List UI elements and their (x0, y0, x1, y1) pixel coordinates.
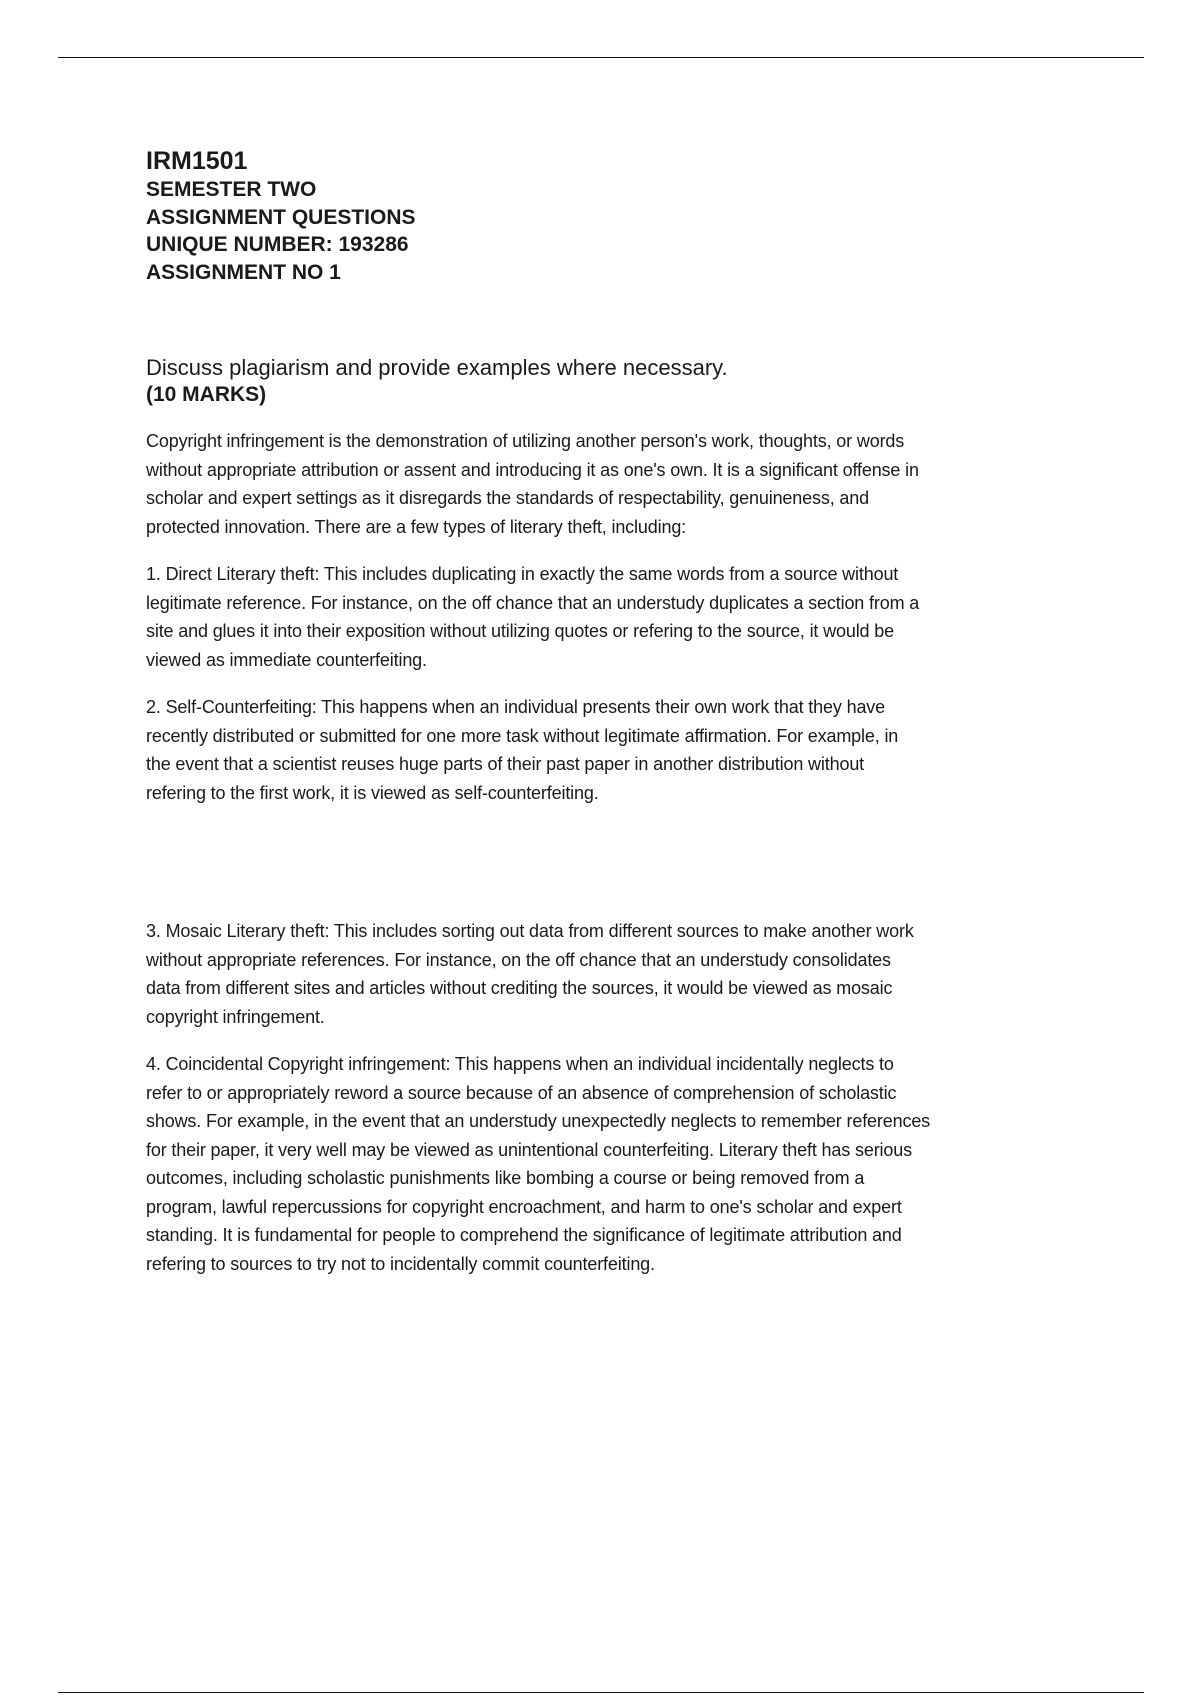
paragraph-line: recently distributed or submitted for one more task without legitimate affirmation. For example, in (146, 725, 899, 746)
paragraph-line: standing. It is fundamental for people to comprehend the significance of legitimate attribution and (146, 1225, 902, 1245)
paragraph-line: without appropriate references. For instance, on the off chance that an understudy consolidates (146, 949, 891, 970)
document-type-label: ASSIGNMENT QUESTIONS (146, 205, 416, 229)
document-header (146, 146, 416, 286)
paragraph-line: viewed as immediate counterfeiting. (146, 649, 427, 670)
top-rule (58, 57, 1144, 58)
question-text: Discuss plagiarism and provide examples where necessary. (146, 355, 728, 380)
paragraph-line: 4. Coincidental Copyright infringement: This happens when an individual incidentally neglects to (146, 1054, 894, 1074)
question-block (146, 354, 728, 408)
paragraph-line: outcomes, including scholastic punishments like bombing a course or being removed from a (146, 1168, 865, 1188)
paragraph-self-counterfeiting (146, 693, 1066, 807)
assignment-number-label: ASSIGNMENT NO 1 (146, 260, 341, 284)
paragraph-line: Copyright infringement is the demonstration of utilizing another person's work, thoughts, or words (146, 431, 905, 451)
paragraph-coincidental-infringement (146, 1050, 1066, 1278)
paragraph-line: copyright infringement. (146, 1006, 325, 1027)
paragraph-line: without appropriate attribution or assent and introducing it as one's own. It is a significant offense in (146, 459, 919, 480)
course-code: IRM1501 (146, 147, 248, 175)
paragraph-line: site and glues it into their exposition without utilizing quotes or refering to the source, it would be (146, 621, 894, 641)
paragraph-line: refer to or appropriately reword a source because of an absence of comprehension of scholastic (146, 1082, 897, 1103)
paragraph-line: refering to the first work, it is viewed as self-counterfeiting. (146, 782, 599, 803)
unique-number-label: UNIQUE NUMBER: 193286 (146, 233, 409, 256)
semester-label: SEMESTER TWO (146, 178, 317, 201)
paragraph-direct-literary-theft (146, 560, 1066, 674)
bottom-rule (58, 1692, 1144, 1693)
paragraph-mosaic-literary-theft (146, 917, 1066, 1031)
paragraph-line: legitimate reference. For instance, on the off chance that an understudy duplicates a section from a (146, 592, 920, 613)
paragraph-line: protected innovation. There are a few types of literary theft, including: (146, 516, 687, 537)
paragraph-line: shows. For example, in the event that an understudy unexpectedly neglects to remember references (146, 1111, 931, 1131)
paragraph-line: the event that a scientist reuses huge parts of their past paper in another distribution without (146, 754, 865, 774)
paragraph-intro (146, 427, 1066, 541)
paragraph-line: for their paper, it very well may be viewed as unintentional counterfeiting. Literary theft has serious (146, 1139, 912, 1160)
paragraph-line: data from different sites and articles without crediting the sources, it would be viewed as mosaic (146, 978, 893, 998)
paragraph-line: program, lawful repercussions for copyright encroachment, and harm to one's scholar and expert (146, 1196, 902, 1217)
paragraph-line: 2. Self-Counterfeiting: This happens when an individual presents their own work that they have (146, 697, 886, 717)
paragraph-line: 3. Mosaic Literary theft: This includes sorting out data from different sources to make another work (146, 921, 914, 941)
paragraph-line: scholar and expert settings as it disregards the standards of respectability, genuineness, and (146, 488, 869, 508)
paragraph-line: refering to sources to try not to incidentally commit counterfeiting. (146, 1253, 655, 1274)
question-marks: (10 MARKS) (146, 383, 267, 406)
paragraph-line: 1. Direct Literary theft: This includes duplicating in exactly the same words from a source without (146, 564, 899, 584)
